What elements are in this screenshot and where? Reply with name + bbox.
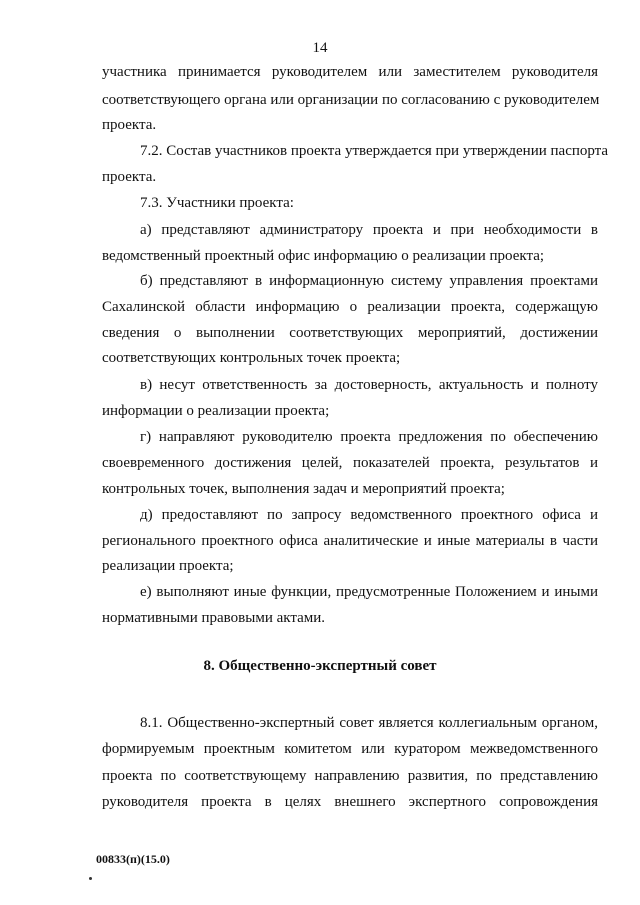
text-line: 7.3. Участники проекта: — [140, 195, 294, 211]
text-line: формируемым проектным комитетом или куратором межведомственного — [102, 741, 598, 757]
text-line: проекта по соответствующему направлению развития, по представлению — [102, 768, 598, 784]
document-code: 00833(п)(15.0) — [96, 852, 170, 866]
text-line: информации о реализации проекта; — [102, 403, 330, 419]
text-line: соответствующих контрольных точек проекта; — [102, 350, 401, 366]
section-heading: 8. Общественно-экспертный совет — [203, 658, 437, 674]
text-line: соответствующего органа или организации по согласованию с руководителем — [102, 92, 600, 108]
text-line: б) представляют в информационную систему управления проектами — [140, 273, 598, 289]
text-line: руководителя проекта в целях внешнего экспертного сопровождения — [102, 794, 598, 810]
text-line: а) представляют администратору проекта и при необходимости в — [140, 222, 598, 238]
text-line: своевременного достижения целей, показателей проекта, результатов и — [102, 455, 598, 471]
text-line: 8.1. Общественно-экспертный совет является коллегиальным органом, — [140, 715, 598, 731]
text-line: 7.2. Состав участников проекта утверждается при утверждении паспорта — [140, 143, 609, 159]
text-line: д) предоставляют по запросу ведомственного проектного офиса и — [140, 507, 598, 523]
text-line: проекта. — [102, 117, 157, 133]
text-line: проекта. — [102, 169, 157, 185]
text-line: г) направляют руководителю проекта предложения по обеспечению — [140, 429, 598, 445]
page-number: 14 — [312, 40, 328, 56]
text-line: контрольных точек, выполнения задач и мероприятий проекта; — [102, 481, 505, 497]
text-line: Сахалинской области информацию о реализации проекта, содержащую — [102, 299, 598, 315]
text-line: нормативными правовыми актами. — [102, 610, 326, 626]
text-line: сведения о выполнении соответствующих мероприятий, достижении — [102, 325, 598, 341]
text-line: участника принимается руководителем или заместителем руководителя — [102, 64, 598, 80]
text-line: е) выполняют иные функции, предусмотренные Положением и иными — [140, 584, 598, 600]
text-line: ведомственный проектный офис информацию о реализации проекта; — [102, 248, 545, 264]
text-line: в) несут ответственность за достоверность, актуальность и полноту — [140, 377, 598, 393]
text-line: реализации проекта; — [102, 558, 234, 574]
scan-mark — [89, 877, 92, 880]
text-line: регионального проектного офиса аналитические и иные материалы в части — [102, 533, 598, 549]
